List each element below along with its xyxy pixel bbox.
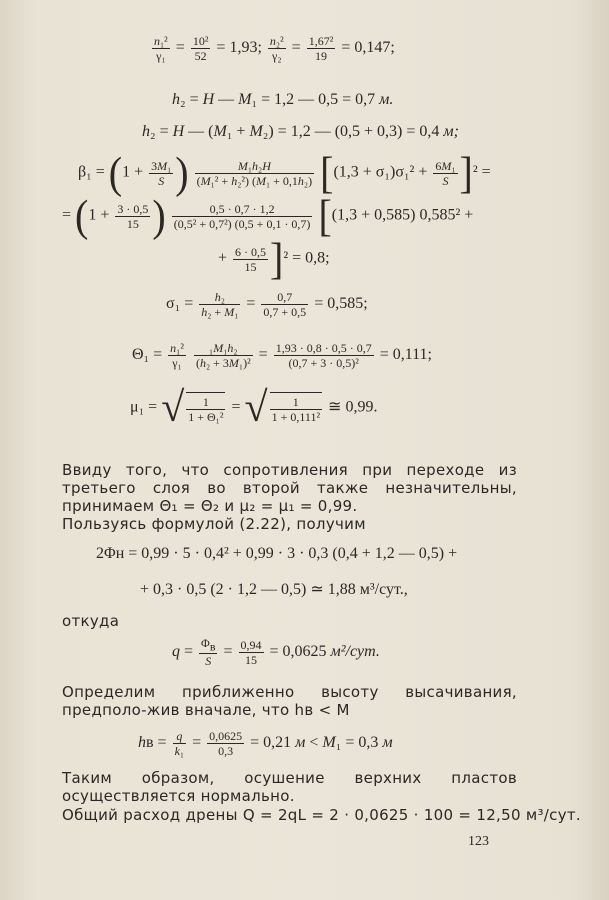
paragraph-whence: откуда	[62, 612, 120, 630]
formula-n-gamma-ratios: $\frac{\text{n₁²}}{\text{γ₁}}$ = $\frac{\text{10²}}{52}$ = 1,93; $\frac{\text{n₂²}}{\text{γ₂}}$ = $\frac{\text{1,67²}}{19}$ = 0,147;	[154, 34, 395, 63]
formula-beta1-result: + $\frac{6 \cdot 0,5}{15}$ ]² = 0,8;	[218, 233, 330, 284]
formula-hv: hв = $\frac{q}{\text{k₁}}$ = $\frac{0,0625}{0,3}$ = 0,21 м < M₁ = 0,3 м	[138, 729, 393, 758]
formula-2phi-continued: + 0,3 · 0,5 (2 · 1,2 — 0,5) ≃ 1,88 м³/сут.,	[140, 581, 408, 598]
paragraph-drainage-normal: Таким образом, осушение верхних пластов осуществляется нормально.	[62, 769, 517, 805]
paragraph-using-formula: Пользуясь формулой (2.22), получим	[62, 515, 366, 533]
paragraph-seepage-height: Определим приближенно высоту высачивания, предполо-жив вначале, что hв < M	[62, 683, 517, 719]
page-number: 123	[468, 834, 489, 849]
formula-sigma1: σ₁ = $\frac{\text{h₂}}{\text{h₂ + M₁}}$ = $\frac{0,7}{0,7 + 0,5}$ = 0,585;	[166, 290, 368, 319]
formula-beta1-substituted: = (1 + $\frac{3 \cdot 0,5}{15}$ ) $\frac{0,5 \cdot 0,7 \cdot 1,2}{\text{(0,5² + 0,7²) (0,5 + 0,1 · 0,7)}}$ [(1,3 + 0,585) 0,585² +	[62, 190, 474, 241]
formula-beta1: β₁ = (1 + $\frac{\text{3M₁}}{S}$ ) $\frac{\text{M₁h₂H}}{\text{(M₁² + h₂²) (M₁ + 0,1h₂)}}$ [(1,3 + σ₁)σ₁² + $\frac{\text{6M₁}}{S}$ ]² =	[78, 147, 491, 198]
paragraph-total-discharge: Общий расход дрены Q = 2qL = 2 · 0,0625 · 100 = 12,50 м³/сут.	[62, 806, 581, 824]
formula-theta1: Θ₁ = $\frac{\text{n₁²}}{\text{γ₁}}$ $\frac{\text{₁M₁h₂}}{\text{(h₂ + 3M₁)²}}$ = $\frac{1,93 \cdot 0,8 \cdot 0,5 \cdot 0,7}{\text{(0,7 + 3 · 0,5)²}}$ = 0,111;	[132, 341, 432, 370]
formula-q: q = $\frac{\Phi_в}{S}$ = $\frac{0,94}{15}$ = 0,0625 м²/сут.	[172, 636, 380, 669]
formula-h2-second: h₂ = H — (M₁ + M₂) = 1,2 — (0,5 + 0,3) = 0,4 м;	[142, 123, 459, 140]
paragraph-resistance: Ввиду того, что сопротивления при переходе из третьего слоя во второй также незначительны, принимаем Θ₁ = Θ₂ и μ₂ = μ₁ = 0,99.	[62, 461, 517, 515]
formula-mu1: μ₁ = √ $\frac{1}{\text{1 + Θ₁²}}$ = √ $\frac{1}{\text{1 + 0,111²}}$ ≅ 0,99.	[130, 385, 378, 431]
formula-h2: h₂ = H — M₁ = 1,2 — 0,5 = 0,7 м.	[172, 91, 394, 108]
formula-2phi: 2Φн = 0,99 · 5 · 0,4² + 0,99 · 3 · 0,3 (0,4 + 1,2 — 0,5) +	[96, 545, 458, 562]
